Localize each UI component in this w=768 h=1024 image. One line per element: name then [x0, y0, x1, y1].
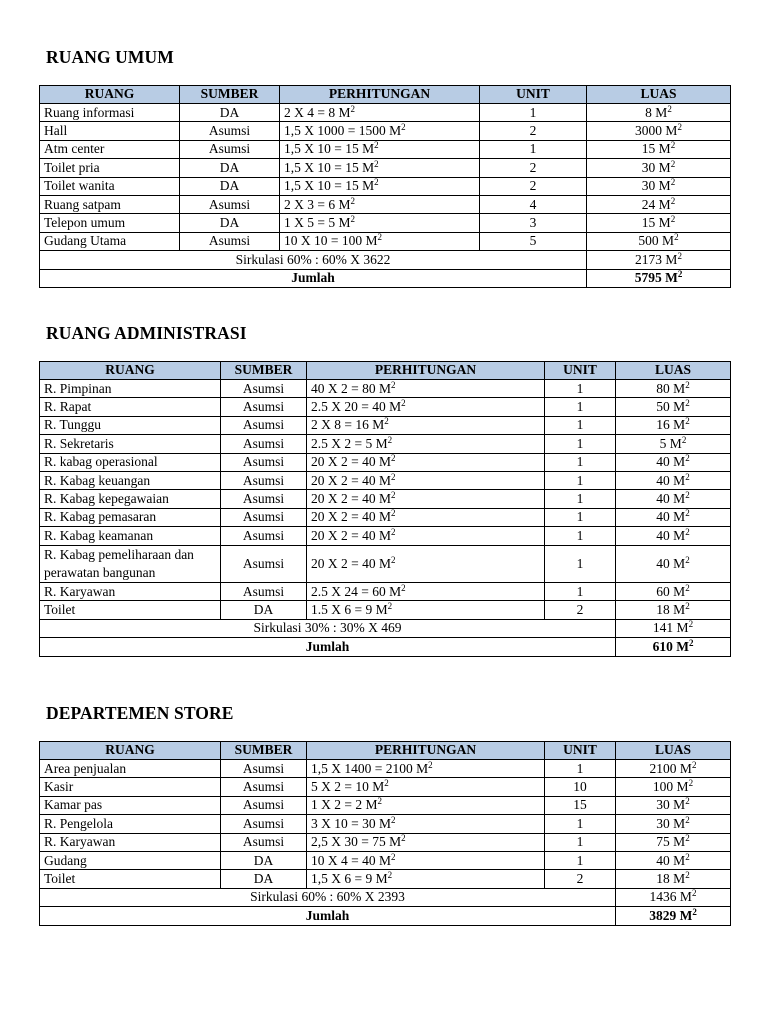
sirkulasi-row [40, 888, 731, 906]
cell-ruang: Toilet pria [40, 159, 180, 177]
cell-unit: 2 [545, 601, 616, 619]
table-row [40, 527, 731, 545]
table-departemen-store [39, 741, 731, 926]
cell-sumber: Asumsi [221, 760, 307, 778]
table-row [40, 760, 731, 778]
cell-sumber: Asumsi [221, 796, 307, 814]
cell-unit: 1 [545, 490, 616, 508]
cell-sumber: Asumsi [221, 582, 307, 600]
cell-unit: 2 [545, 870, 616, 888]
cell-perhitungan: 10 X 10 = 100 $M^2$ [280, 232, 480, 250]
cell-sumber: DA [180, 159, 280, 177]
cell-ruang: R. Kabag pemasaran [40, 508, 221, 526]
cell-luas: 40 $M^2$ [616, 508, 731, 526]
cell-unit: 1 [545, 815, 616, 833]
cell-perhitungan: 1,5 X 10 = 15 $M^2$ [280, 159, 480, 177]
col-header-ruang: RUANG [40, 86, 180, 104]
cell-ruang: R. Kabag pemeliharaan dan perawatan bangunan [40, 545, 221, 582]
cell-sumber: Asumsi [221, 416, 307, 434]
table-header-row [40, 362, 731, 380]
col-header-sumber: SUMBER [221, 742, 307, 760]
col-header-luas: LUAS [616, 742, 731, 760]
jumlah-value: 5795 $M^2$ [587, 269, 731, 287]
cell-perhitungan: 2 X 8 = 16 $M^2$ [307, 416, 545, 434]
cell-sumber: DA [221, 851, 307, 869]
table-row [40, 435, 731, 453]
cell-unit: 2 [480, 122, 587, 140]
sirkulasi-row [40, 619, 731, 637]
table-row [40, 232, 731, 250]
sirkulasi-label: Sirkulasi 60% : 60% X 2393 [40, 888, 616, 906]
cell-luas: 40 $M^2$ [616, 490, 731, 508]
col-header-luas: LUAS [587, 86, 731, 104]
cell-perhitungan: 1,5 X 10 = 15 $M^2$ [280, 140, 480, 158]
cell-sumber: DA [221, 870, 307, 888]
cell-unit: 1 [545, 380, 616, 398]
table-row [40, 778, 731, 796]
table-header-row [40, 86, 731, 104]
cell-perhitungan: 20 X 2 = 40 $M^2$ [307, 508, 545, 526]
col-header-unit: UNIT [545, 362, 616, 380]
cell-perhitungan: 2.5 X 24 = 60 $M^2$ [307, 582, 545, 600]
col-header-unit: UNIT [545, 742, 616, 760]
cell-perhitungan: 1,5 X 1000 = 1500 $M^2$ [280, 122, 480, 140]
cell-ruang: R. Karyawan [40, 582, 221, 600]
table-row [40, 601, 731, 619]
table-header-row [40, 742, 731, 760]
table-row [40, 195, 731, 213]
cell-sumber: Asumsi [180, 122, 280, 140]
cell-unit: 2 [480, 177, 587, 195]
col-header-luas: LUAS [616, 362, 731, 380]
cell-unit: 1 [545, 582, 616, 600]
cell-ruang: Gudang Utama [40, 232, 180, 250]
table-row [40, 104, 731, 122]
cell-luas: 80 $M^2$ [616, 380, 731, 398]
cell-sumber: Asumsi [221, 490, 307, 508]
cell-unit: 10 [545, 778, 616, 796]
sirkulasi-value: 141 $M^2$ [616, 619, 731, 637]
cell-ruang: Area penjualan [40, 760, 221, 778]
cell-unit: 1 [545, 508, 616, 526]
cell-ruang: Hall [40, 122, 180, 140]
cell-sumber: Asumsi [180, 195, 280, 213]
cell-luas: 15 $M^2$ [587, 214, 731, 232]
cell-luas: 2100 $M^2$ [616, 760, 731, 778]
cell-ruang: Toilet [40, 870, 221, 888]
cell-perhitungan: 20 X 2 = 40 $M^2$ [307, 490, 545, 508]
cell-luas: 15 $M^2$ [587, 140, 731, 158]
cell-luas: 30 $M^2$ [616, 796, 731, 814]
cell-sumber: DA [221, 601, 307, 619]
cell-luas: 3000 $M^2$ [587, 122, 731, 140]
cell-luas: 5 $M^2$ [616, 435, 731, 453]
cell-ruang: R. Pengelola [40, 815, 221, 833]
jumlah-value: 3829 $M^2$ [616, 907, 731, 925]
cell-unit: 1 [545, 435, 616, 453]
cell-luas: 60 $M^2$ [616, 582, 731, 600]
jumlah-label: Jumlah [40, 269, 587, 287]
cell-ruang: R. Sekretaris [40, 435, 221, 453]
col-header-sumber: SUMBER [180, 86, 280, 104]
cell-perhitungan: 5 X 2 = 10 $M^2$ [307, 778, 545, 796]
cell-sumber: Asumsi [180, 140, 280, 158]
cell-luas: 24 $M^2$ [587, 195, 731, 213]
cell-unit: 1 [545, 527, 616, 545]
cell-sumber: DA [180, 177, 280, 195]
cell-unit: 5 [480, 232, 587, 250]
jumlah-label: Jumlah [40, 907, 616, 925]
cell-perhitungan: 20 X 2 = 40 $M^2$ [307, 545, 545, 582]
jumlah-row [40, 907, 731, 925]
cell-luas: 50 $M^2$ [616, 398, 731, 416]
cell-perhitungan: 1.5 X 6 = 9 $M^2$ [307, 601, 545, 619]
cell-sumber: Asumsi [221, 471, 307, 489]
col-header-perhitungan: PERHITUNGAN [280, 86, 480, 104]
cell-sumber: Asumsi [221, 778, 307, 796]
table-row [40, 177, 731, 195]
table-row [40, 833, 731, 851]
table-row [40, 416, 731, 434]
table-row [40, 122, 731, 140]
cell-sumber: Asumsi [221, 527, 307, 545]
col-header-ruang: RUANG [40, 742, 221, 760]
cell-luas: 100 $M^2$ [616, 778, 731, 796]
cell-luas: 30 $M^2$ [587, 159, 731, 177]
cell-perhitungan: 20 X 2 = 40 $M^2$ [307, 453, 545, 471]
jumlah-row [40, 269, 731, 287]
cell-sumber: Asumsi [221, 815, 307, 833]
col-header-sumber: SUMBER [221, 362, 307, 380]
cell-perhitungan: 1 X 2 = 2 $M^2$ [307, 796, 545, 814]
cell-ruang: R. Pimpinan [40, 380, 221, 398]
cell-luas: 40 $M^2$ [616, 453, 731, 471]
cell-sumber: DA [180, 104, 280, 122]
cell-luas: 16 $M^2$ [616, 416, 731, 434]
cell-perhitungan: 20 X 2 = 40 $M^2$ [307, 471, 545, 489]
cell-ruang: R. Tunggu [40, 416, 221, 434]
cell-luas: 18 $M^2$ [616, 601, 731, 619]
cell-unit: 15 [545, 796, 616, 814]
cell-unit: 1 [545, 851, 616, 869]
cell-sumber: Asumsi [180, 232, 280, 250]
cell-ruang: R. Kabag kepegawaian [40, 490, 221, 508]
sirkulasi-value: 2173 $M^2$ [587, 251, 731, 269]
cell-luas: 18 $M^2$ [616, 870, 731, 888]
table-ruang-umum [39, 85, 731, 288]
cell-unit: 1 [545, 398, 616, 416]
table-ruang-administrasi [39, 361, 731, 657]
sirkulasi-label: Sirkulasi 30% : 30% X 469 [40, 619, 616, 637]
cell-unit: 1 [545, 471, 616, 489]
table-row [40, 471, 731, 489]
cell-perhitungan: 2.5 X 20 = 40 $M^2$ [307, 398, 545, 416]
cell-luas: 75 $M^2$ [616, 833, 731, 851]
col-header-unit: UNIT [480, 86, 587, 104]
section-title-departemen-store: DEPARTEMEN STORE [46, 703, 234, 723]
cell-perhitungan: 2,5 X 30 = 75 $M^2$ [307, 833, 545, 851]
sirkulasi-value: 1436 $M^2$ [616, 888, 731, 906]
cell-unit: 1 [545, 453, 616, 471]
table-row [40, 140, 731, 158]
cell-sumber: Asumsi [221, 545, 307, 582]
cell-unit: 4 [480, 195, 587, 213]
cell-ruang: R. Kabag keuangan [40, 471, 221, 489]
table-row [40, 380, 731, 398]
cell-ruang: Kasir [40, 778, 221, 796]
jumlah-label: Jumlah [40, 638, 616, 656]
cell-luas: 40 $M^2$ [616, 851, 731, 869]
cell-unit: 1 [480, 104, 587, 122]
table-row [40, 214, 731, 232]
cell-perhitungan: 1,5 X 10 = 15 $M^2$ [280, 177, 480, 195]
cell-ruang: Ruang informasi [40, 104, 180, 122]
cell-ruang: Toilet [40, 601, 221, 619]
cell-luas: 40 $M^2$ [616, 527, 731, 545]
table-row [40, 796, 731, 814]
cell-ruang: Gudang [40, 851, 221, 869]
cell-sumber: Asumsi [221, 453, 307, 471]
jumlah-value: 610 $M^2$ [616, 638, 731, 656]
sirkulasi-label: Sirkulasi 60% : 60% X 3622 [40, 251, 587, 269]
cell-sumber: Asumsi [221, 508, 307, 526]
cell-unit: 1 [545, 416, 616, 434]
cell-perhitungan: 1,5 X 1400 = 2100 $M^2$ [307, 760, 545, 778]
cell-perhitungan: 1 X 5 = 5 $M^2$ [280, 214, 480, 232]
cell-ruang: Ruang satpam [40, 195, 180, 213]
cell-perhitungan: 10 X 4 = 40 $M^2$ [307, 851, 545, 869]
jumlah-row [40, 638, 731, 656]
section-title-ruang-umum: RUANG UMUM [46, 47, 174, 67]
section-title-ruang-administrasi: RUANG ADMINISTRASI [46, 323, 247, 343]
table-row [40, 545, 731, 582]
cell-ruang: R. Kabag keamanan [40, 527, 221, 545]
table-row [40, 453, 731, 471]
cell-ruang: Toilet wanita [40, 177, 180, 195]
cell-ruang: R. Karyawan [40, 833, 221, 851]
cell-perhitungan: 20 X 2 = 40 $M^2$ [307, 527, 545, 545]
cell-sumber: Asumsi [221, 380, 307, 398]
sirkulasi-row [40, 251, 731, 269]
cell-perhitungan: 40 X 2 = 80 $M^2$ [307, 380, 545, 398]
col-header-perhitungan: PERHITUNGAN [307, 742, 545, 760]
cell-unit: 1 [545, 833, 616, 851]
cell-sumber: Asumsi [221, 833, 307, 851]
cell-perhitungan: 2.5 X 2 = 5 $M^2$ [307, 435, 545, 453]
cell-luas: 30 $M^2$ [616, 815, 731, 833]
cell-unit: 1 [545, 545, 616, 582]
table-row [40, 398, 731, 416]
cell-unit: 2 [480, 159, 587, 177]
table-row [40, 582, 731, 600]
table-row [40, 870, 731, 888]
cell-unit: 1 [480, 140, 587, 158]
table-row [40, 490, 731, 508]
table-row [40, 851, 731, 869]
cell-sumber: Asumsi [221, 435, 307, 453]
cell-perhitungan: 2 X 3 = 6 $M^2$ [280, 195, 480, 213]
cell-ruang: R. Rapat [40, 398, 221, 416]
cell-ruang: R. kabag operasional [40, 453, 221, 471]
cell-perhitungan: 2 X 4 = 8 $M^2$ [280, 104, 480, 122]
cell-luas: 500 $M^2$ [587, 232, 731, 250]
table-row [40, 159, 731, 177]
col-header-perhitungan: PERHITUNGAN [307, 362, 545, 380]
cell-unit: 1 [545, 760, 616, 778]
cell-perhitungan: 3 X 10 = 30 $M^2$ [307, 815, 545, 833]
cell-luas: 40 $M^2$ [616, 545, 731, 582]
cell-luas: 40 $M^2$ [616, 471, 731, 489]
cell-sumber: Asumsi [221, 398, 307, 416]
col-header-ruang: RUANG [40, 362, 221, 380]
cell-ruang: Atm center [40, 140, 180, 158]
table-row [40, 815, 731, 833]
cell-perhitungan: 1,5 X 6 = 9 $M^2$ [307, 870, 545, 888]
cell-luas: 8 $M^2$ [587, 104, 731, 122]
cell-sumber: DA [180, 214, 280, 232]
cell-ruang: Telepon umum [40, 214, 180, 232]
cell-ruang: Kamar pas [40, 796, 221, 814]
table-row [40, 508, 731, 526]
cell-unit: 3 [480, 214, 587, 232]
cell-luas: 30 $M^2$ [587, 177, 731, 195]
